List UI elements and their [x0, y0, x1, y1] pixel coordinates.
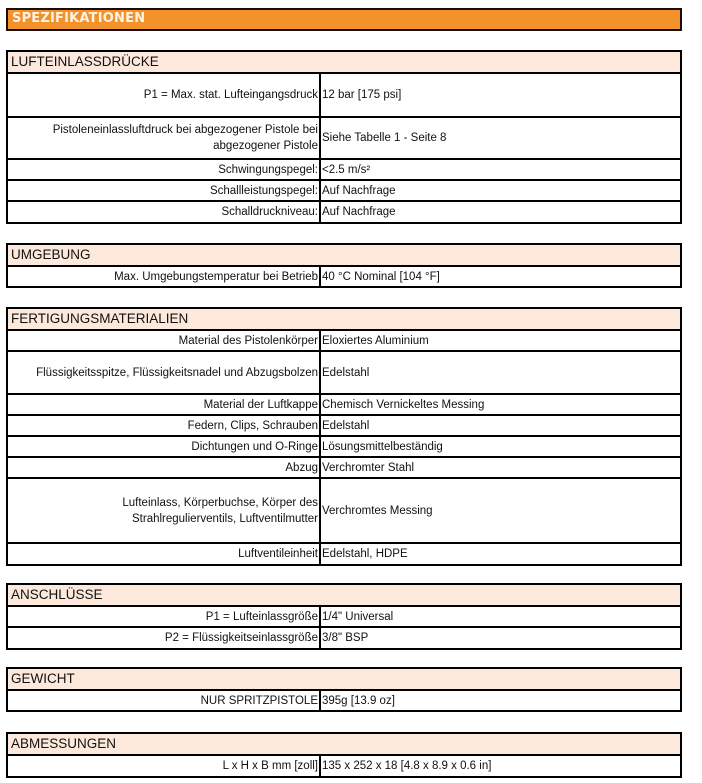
- spec-label: Max. Umgebungstemperatur bei Betrieb: [8, 267, 321, 286]
- table-row: [8, 395, 680, 416]
- section-header: FERTIGUNGSMATERIALIEN: [8, 309, 680, 331]
- spec-label: Pistoleneinlassluftdruck bei abgezogener Pistole bei abgezogener Pistole: [8, 118, 321, 158]
- spec-value: 40 °C Nominal [104 °F]: [322, 270, 440, 283]
- spec-value: Verchromter Stahl: [322, 461, 415, 474]
- section-fertigungsmaterialien: [6, 307, 682, 566]
- table-row: [8, 181, 680, 202]
- spec-label: Luftventileinheit: [8, 544, 321, 564]
- spec-value: Auf Nachfrage: [322, 206, 396, 218]
- spec-value: Chemisch Vernickeltes Messing: [322, 398, 485, 411]
- section-gewicht: [6, 667, 682, 712]
- spec-label: Schallleistungspegel:: [8, 181, 321, 200]
- table-row: [8, 74, 680, 118]
- spec-label: Federn, Clips, Schrauben: [8, 416, 321, 435]
- table-row: [8, 544, 680, 564]
- spec-value: Edelstahl, HDPE: [322, 548, 408, 560]
- spec-value: <2.5 m/s²: [322, 163, 371, 176]
- section-header: ANSCHLÜSSE: [8, 585, 680, 607]
- spec-label: P2 = Flüssigkeitseinlassgröße: [8, 628, 321, 648]
- spec-label: Schalldruckniveau:: [8, 202, 321, 222]
- section-abmessungen: [6, 732, 682, 778]
- table-row: [8, 607, 680, 628]
- spec-value: 3/8" BSP: [322, 632, 369, 644]
- spec-label: Dichtungen und O-Ringe: [8, 437, 321, 456]
- spec-value: 135 x 252 x 18 [4.8 x 8.9 x 0.6 in]: [322, 760, 492, 772]
- spec-value: Auf Nachfrage: [322, 184, 396, 197]
- spec-value: 1/4" Universal: [322, 610, 394, 623]
- spec-label: Schwingungspegel:: [8, 160, 321, 179]
- table-row: [8, 756, 680, 776]
- table-row: [8, 267, 680, 286]
- spec-label: Material des Pistolenkörper: [8, 331, 321, 350]
- table-row: [8, 458, 680, 479]
- table-row: [8, 331, 680, 352]
- spec-value: 12 bar [175 psi]: [322, 89, 402, 101]
- spec-label: P1 = Lufteinlassgröße: [8, 607, 321, 626]
- section-header: ABMESSUNGEN: [8, 734, 680, 756]
- section-anschluesse: [6, 583, 682, 650]
- table-row: [8, 160, 680, 181]
- spec-value: Lösungsmittelbeständig: [322, 440, 443, 453]
- spec-value: Siehe Tabelle 1 - Seite 8: [322, 132, 447, 144]
- spec-label: Lufteinlass, Körperbuchse, Körper des Strahlregulierventils, Luftventilmutter: [8, 479, 321, 542]
- table-row: [8, 118, 680, 160]
- table-row: [8, 416, 680, 437]
- section-header: UMGEBUNG: [8, 245, 680, 267]
- section-header: LUFTEINLASSDRÜCKE: [8, 52, 680, 74]
- spec-label: P1 = Max. stat. Lufteingangsdruck: [8, 74, 321, 116]
- spec-value: Edelstahl: [322, 419, 370, 432]
- page-title-bar: [6, 8, 682, 31]
- section-lufteinlassdruecke: [6, 50, 682, 224]
- page-title: SPEZIFIKATIONEN: [12, 11, 146, 26]
- table-row: [8, 691, 680, 710]
- spec-value: Edelstahl: [322, 366, 370, 379]
- spec-label: L x H x B mm [zoll]: [8, 756, 321, 776]
- spec-value: Eloxiertes Aluminium: [322, 334, 429, 347]
- spec-label: Flüssigkeitsspitze, Flüssigkeitsnadel und Abzugsbolzen: [8, 352, 321, 393]
- section-header: GEWICHT: [8, 669, 680, 691]
- spec-label: NUR SPRITZPISTOLE: [8, 691, 321, 710]
- spec-value: 395g [13.9 oz]: [322, 694, 395, 707]
- spec-value: Verchromtes Messing: [322, 504, 433, 517]
- spec-label: Abzug: [8, 458, 321, 477]
- table-row: [8, 628, 680, 648]
- table-row: [8, 437, 680, 458]
- table-row: [8, 479, 680, 544]
- table-row: [8, 202, 680, 222]
- table-row: [8, 352, 680, 395]
- section-umgebung: [6, 243, 682, 288]
- spec-label: Material der Luftkappe: [8, 395, 321, 414]
